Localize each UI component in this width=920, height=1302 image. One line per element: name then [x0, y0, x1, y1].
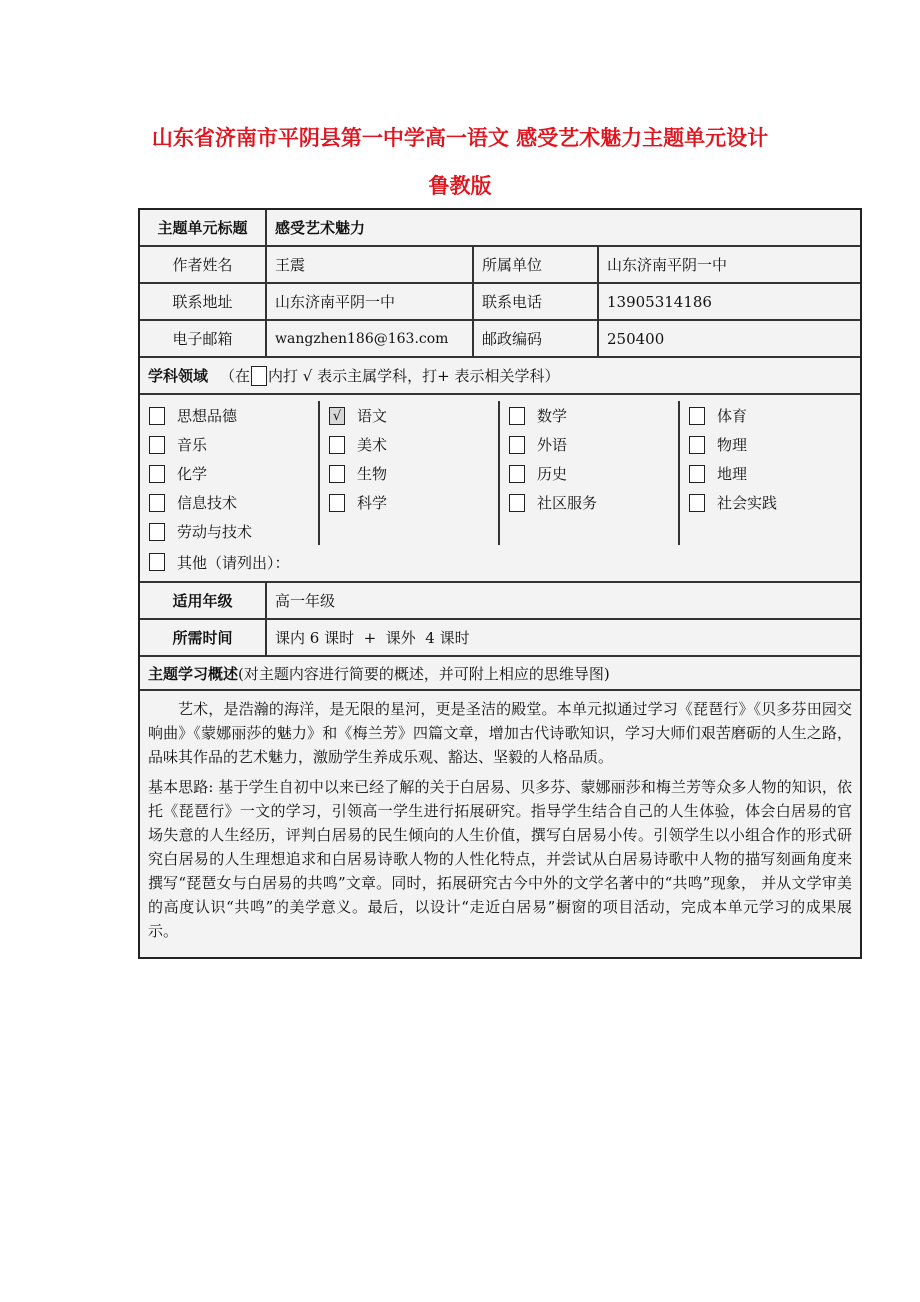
subject-label: 思想品德 [177, 407, 238, 425]
checkbox[interactable] [689, 465, 705, 483]
overview-paragraph: 基本思路: 基于学生自初中以来已经了解的关于白居易、贝多芬、蒙娜丽莎和梅兰芳等众多人物的知识，依托《琵琶行》一文的学习，引领高一学生进行拓展研究。指导学生结合自己的人生体验，体会白居易的官场失意的人生经历，评判白居易的民生倾向的人生价值，撰写白居易小传。引领学生以小组合作的形式研究白居易的人生理想追求和白居易诗歌人物的人性化特点，并尝试从白居易诗歌中人物的描写刻画角度来撰写“琵琶女与白居易的共鸣”文章。同时，拓展研究古今中外的文学名著中的“共鸣”现象， 并从文学审美的高度认识“共鸣”的美学意义。最后，以设计“走近白居易”橱窗的项目活动，完成本单元学习的成果展示。 [148, 778, 852, 940]
checkbox[interactable] [329, 465, 345, 483]
subject-item[interactable] [509, 430, 678, 459]
subject-label: 音乐 [177, 436, 208, 454]
address-label: 联系地址 [140, 284, 267, 319]
subject-area-row [140, 358, 860, 395]
checkbox[interactable] [509, 494, 525, 512]
checkbox[interactable] [509, 436, 525, 454]
subject-item[interactable] [689, 401, 860, 430]
checkbox[interactable] [329, 436, 345, 454]
grade-row [140, 583, 860, 620]
subject-item[interactable] [509, 459, 678, 488]
email-label: 电子邮箱 [140, 321, 267, 356]
subject-other[interactable] [140, 545, 860, 579]
subject-item[interactable] [149, 430, 318, 459]
subject-item[interactable] [329, 430, 498, 459]
subject-label: 历史 [537, 465, 568, 483]
subject-column [680, 401, 860, 545]
subject-item[interactable] [149, 459, 318, 488]
subject-label: 社区服务 [537, 494, 598, 512]
time-row [140, 620, 860, 657]
unit-design-table [138, 208, 862, 959]
subject-label: 外语 [537, 436, 568, 454]
author-label: 作者姓名 [140, 247, 267, 282]
subject-item[interactable] [149, 401, 318, 430]
unit-org-label: 所属单位 [474, 247, 599, 282]
subject-item[interactable] [329, 459, 498, 488]
subject-item[interactable] [689, 459, 860, 488]
overview-body-row [140, 691, 860, 957]
email-value: wangzhen186@163.com [267, 321, 474, 356]
overview-label: 主题学习概述 [148, 664, 239, 683]
document-subtitle: 鲁教版 [428, 174, 492, 198]
checkbox[interactable] [329, 494, 345, 512]
unit-title-label: 主题单元标题 [140, 210, 267, 245]
unit-org-value: 山东济南平阴一中 [607, 256, 728, 274]
overview-header [140, 657, 860, 689]
checkbox[interactable] [149, 436, 165, 454]
checkbox[interactable] [689, 436, 705, 454]
overview-note: (对主题内容进行简要的概述，并可附上相应的思维导图) [238, 664, 610, 683]
subject-label: 体育 [717, 407, 748, 425]
subject-label: 科学 [357, 494, 388, 512]
empty-box-icon [251, 366, 267, 386]
address-row [140, 284, 860, 321]
subject-label: 地理 [717, 465, 748, 483]
author-row [140, 247, 860, 284]
subject-column [140, 401, 320, 545]
subject-item[interactable] [149, 488, 318, 517]
subject-label: 数学 [537, 407, 568, 425]
checkbox[interactable] [149, 407, 165, 425]
subject-item[interactable] [329, 401, 498, 430]
phone-value: 13905314186 [607, 292, 712, 311]
time-label: 所需时间 [140, 620, 267, 655]
subject-item[interactable] [149, 517, 318, 546]
subject-other-label: 其他（请列出）： [177, 553, 290, 572]
subjects-row [140, 395, 860, 583]
checkbox[interactable] [149, 494, 165, 512]
subject-item[interactable] [509, 488, 678, 517]
subject-item[interactable] [329, 488, 498, 517]
checkbox[interactable] [509, 465, 525, 483]
subject-area-note-pre: （在 [220, 367, 251, 385]
subject-label: 语文 [357, 407, 388, 425]
document-title: 山东省济南市平阴县第一中学高一语文 感受艺术魅力主题单元设计 [151, 126, 769, 150]
checkbox[interactable] [509, 407, 525, 425]
subject-area-header [140, 358, 860, 393]
zip-label: 邮政编码 [474, 321, 599, 356]
subject-area-label: 学科领域 [148, 367, 209, 385]
subject-label: 信息技术 [177, 494, 238, 512]
checkbox[interactable] [689, 407, 705, 425]
grade-value: 高一年级 [275, 592, 336, 610]
subjects-grid [140, 395, 860, 545]
subject-label: 物理 [717, 436, 748, 454]
phone-label: 联系电话 [474, 284, 599, 319]
subject-column [500, 401, 680, 545]
overview-header-row [140, 657, 860, 691]
subject-label: 生物 [357, 465, 388, 483]
address-value: 山东济南平阴一中 [267, 284, 474, 319]
overview-body [140, 691, 860, 957]
grade-label: 适用年级 [140, 583, 267, 618]
subject-label: 劳动与技术 [177, 523, 253, 541]
zip-value: 250400 [607, 329, 665, 348]
unit-title-value: 感受艺术魅力 [275, 219, 366, 237]
subject-label: 社会实践 [717, 494, 778, 512]
subject-item[interactable] [509, 401, 678, 430]
subject-area-note-post: 内打 √ 表示主属学科，打+ 表示相关学科） [268, 367, 560, 385]
subject-column [320, 401, 500, 545]
checked-checkbox[interactable]: √ [329, 407, 345, 425]
email-row [140, 321, 860, 358]
unit-title-row [140, 210, 860, 247]
subject-label: 化学 [177, 465, 208, 483]
time-value: 课内 6 课时 + 课外 4 课时 [275, 629, 470, 647]
author-value: 王震 [267, 247, 474, 282]
overview-paragraph: 艺术，是浩瀚的海洋，是无限的星河，更是圣洁的殿堂。本单元拟通过学习《琵琶行》《贝多芬田园交响曲》《蒙娜丽莎的魅力》和《梅兰芳》四篇文章，增加古代诗歌知识，学习大师们艰苦磨砺的人生之路，品味其作品的艺术魅力，激励学生养成乐观、豁达、坚毅的人格品质。 [148, 700, 852, 766]
subject-label: 美术 [357, 436, 388, 454]
checkbox[interactable] [689, 494, 705, 512]
checkbox[interactable] [149, 523, 165, 541]
subject-item[interactable] [689, 430, 860, 459]
subject-item[interactable] [689, 488, 860, 517]
checkbox[interactable] [149, 465, 165, 483]
checkbox[interactable] [149, 553, 165, 571]
